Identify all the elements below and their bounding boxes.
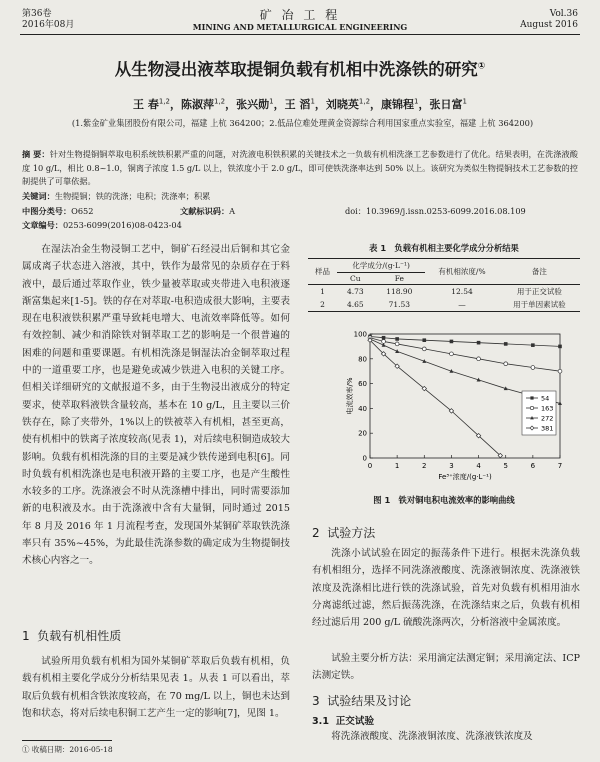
data-point	[422, 347, 426, 351]
section-2-number: 2	[312, 526, 320, 540]
author-affiliation-mark: 1,2	[158, 97, 170, 106]
article-number	[22, 219, 182, 231]
doc-code-value: A	[229, 206, 236, 216]
table-head-chem: 化学成分/(g·L⁻¹)	[337, 259, 425, 273]
keywords-label: 关键词：	[22, 191, 55, 201]
doi	[345, 205, 526, 217]
legend-label: 381	[541, 424, 554, 433]
data-point	[558, 345, 562, 349]
x-tick-label: 5	[503, 462, 508, 470]
section-1-paragraph: 试验所用负载有机相为国外某铜矿萃取后负载有机相，负载有机相主要化学成分分析结果见表 1。从表 1 可以看出，萃取后负载有机相含铁浓度较高，在 70 mg/L 以上，铜也未达到饱和状态，将对后续电积铜工艺产生一定的影响[7]，见图 1。	[22, 656, 290, 719]
x-tick-label: 7	[557, 462, 563, 470]
author-affiliation-mark: 1	[462, 97, 467, 106]
header-rule	[20, 34, 580, 35]
header-date: 2016年08月	[22, 20, 75, 30]
table-cell-conc: 12.54	[451, 287, 473, 296]
clc	[22, 205, 93, 217]
footnote-rule	[22, 740, 112, 741]
table-head-note: 备注	[499, 259, 580, 285]
abstract	[22, 148, 578, 189]
author-separator: ，	[273, 98, 285, 111]
x-axis-label: Fe³⁺浓度/(g·L⁻¹)	[438, 473, 492, 481]
data-point	[504, 342, 508, 346]
table-cell-cu: 4.65	[346, 300, 364, 309]
section-3-1-paragraph: 将洗涤液酸度、洗涤液铜浓度、洗涤液铁浓度及	[331, 731, 533, 742]
table-head-conc: 有机相浓度/%	[425, 259, 499, 285]
section-3-1-title: 正交试验	[335, 716, 375, 727]
y-tick-label: 40	[358, 404, 367, 413]
author-separator: ，	[370, 98, 382, 111]
section-2-paragraph-2: 试验主要分析方法：采用滴定法测定铜；采用滴定法、ICP 法测定铁。	[312, 653, 580, 682]
data-point	[395, 337, 399, 341]
table-cell-note: 用于单因素试验	[513, 300, 566, 309]
legend-label: 163	[541, 404, 554, 413]
data-point	[450, 352, 454, 356]
author-separator: ，	[418, 98, 430, 111]
data-point	[531, 366, 535, 370]
table-cell-conc: —	[458, 300, 466, 309]
author-name: 陈淑萍	[180, 98, 214, 111]
article-no-value: 0253-6099(2016)08-0423-04	[62, 220, 182, 230]
table-cell-fe: 118.90	[386, 287, 413, 296]
keywords	[22, 190, 210, 202]
doc-code-label: 文献标识码：	[180, 206, 230, 216]
data-point	[531, 343, 535, 347]
table-row	[308, 285, 580, 299]
journal-title-cn: 矿 冶 工 程	[259, 8, 341, 22]
article-no-label: 文章编号：	[22, 220, 63, 230]
data-point	[395, 342, 399, 346]
journal-title-en: MINING AND METALLURGICAL ENGINEERING	[192, 22, 408, 32]
legend-label: 54	[541, 394, 550, 403]
section-3-heading	[312, 692, 411, 709]
x-tick-label: 1	[394, 462, 400, 470]
x-tick-label: 2	[422, 462, 427, 470]
section-1-title: 负载有机相性质	[37, 629, 122, 643]
author-list	[0, 96, 600, 112]
author-name: 康锦程	[381, 98, 415, 111]
affiliation: (1.紫金矿业集团股份有限公司，福建 上杭 364200；2.低品位难处理黄金资源综合利用国家重点实验室，福建 上杭 364200)	[71, 118, 534, 128]
table-cell-note: 用于正交试验	[516, 287, 562, 296]
abstract-label: 摘 要：	[22, 149, 50, 159]
table-1	[308, 258, 580, 312]
paper-title	[0, 56, 600, 80]
table-cell-cu: 4.73	[346, 287, 364, 296]
table-head-cu: Cu	[337, 273, 373, 285]
author-name: 王 春	[133, 98, 159, 111]
header-date-en: August 2016	[520, 20, 578, 30]
clc-value: O652	[71, 206, 94, 216]
table-cell-sample: 1	[320, 287, 325, 296]
section-3-1-heading	[312, 713, 374, 727]
x-tick-label: 0	[367, 462, 373, 470]
paper-title-text: 从生物浸出液萃取提铜负载有机相中洗涤铁的研究	[114, 60, 478, 79]
data-point	[504, 362, 508, 366]
x-tick-label: 4	[476, 462, 481, 470]
section-3-title: 试验结果及讨论	[327, 694, 412, 708]
intro-paragraph: 在湿法冶金生物浸铜工艺中，铜矿石经浸出后铜和其它金属成离子状态进入溶液，其中，铁作为最常见的杂质存在于料液中，最后通过萃取作业，铁少量被萃取或夹带进入电积液逐渐富集起来[1-5]。铁的存在对萃取-电积造成很大影响，主要表现在电积液铁积累严重导致耗电增大、电流效率降低等。如何有效控制、减少和消除铁对铜萃取工艺的影响是一个很普遍的困难的问题和重要课题。有机相洗涤是铜湿法冶金铜萃取过程中的一道重要工序，也是避免或减少铁进入电积的关键工序。但相关详细研究的文献报道不多，由于生物浸出液成分的特定要求，使萃取料液铁含量较高，基本在 10 g/L，且主要以三价铁存在，除了夹带外，1%以上的铁被萃入有机相，甚至更高，使有机相中的铁离子浓度较高(见表 1)，对后续电积铜造成较大影响。负载有机相洗涤的目的主要是减少铁传递到电积[6]。同时负载有机相洗涤也是电积液开路的主要工序，也是产生酸性水较多的工序。洗涤液会不时从洗涤槽中排出，同时需要添加新的电积液及水。由于洗涤液中含有大量铜，同时通过 2015 年 8 月及 2016 年 1 月流程考查，发现国外某铜矿萃取铁洗涤率只有 35%~45%，为此最佳洗涤参数的确定成为生物提铜技术核心内容之一。	[22, 244, 290, 567]
author-separator: ，	[314, 98, 326, 111]
author-affiliation-mark: 1,2	[213, 97, 226, 106]
title-footnote-mark: ①	[477, 61, 486, 72]
data-point	[382, 340, 386, 344]
table-body	[308, 285, 580, 312]
legend-marker	[530, 406, 533, 409]
author-name: 张兴勋	[236, 98, 270, 111]
data-point	[477, 341, 481, 345]
data-point	[422, 338, 426, 342]
footnote: ① 收稿日期：2016-05-18	[22, 745, 113, 754]
x-tick-label: 3	[449, 462, 454, 470]
section-3-1-number: 3.1	[312, 716, 329, 727]
data-point	[450, 340, 454, 344]
author-name: 刘晓英	[325, 98, 359, 111]
abstract-text: 针对生物提铜铜萃取电积系统铁积累严重的问题，对洗液电积铁积累的关键技术之一负载有机相洗涤工艺参数进行了优化。结果表明，在洗涤液酸度 10 g/L，相比 0.8~1.0，铜离子浓度 1.5 g/L 以上，铁浓度小于 2.0 g/L，即可使铁洗涤率达到 50% 以上。该研究为类似生物提铜技术工艺参数的控制提供了可靠依据。	[22, 149, 578, 186]
section-3-number: 3	[312, 694, 320, 708]
table-cell-sample: 2	[320, 300, 325, 309]
table-head-sample: 样品	[308, 259, 337, 285]
clc-label: 中图分类号：	[22, 206, 72, 216]
author-affiliation-mark: 1	[269, 97, 274, 106]
section-1-heading	[22, 627, 121, 644]
table-cell-fe: 71.53	[388, 300, 411, 309]
y-tick-label: 20	[358, 429, 367, 438]
legend-label: 272	[541, 414, 554, 423]
x-tick-label: 6	[530, 462, 536, 470]
table-head-fe: Fe	[373, 273, 425, 285]
y-tick-label: 80	[358, 355, 367, 364]
data-point	[477, 357, 481, 361]
author-affiliation-mark: 1	[414, 97, 419, 106]
doi-label: doi：	[345, 206, 366, 216]
section-1-number: 1	[22, 629, 30, 643]
author-affiliation-mark: 1,2	[358, 97, 371, 106]
section-2-heading	[312, 524, 375, 541]
author-name: 张日富	[429, 98, 463, 111]
y-tick-label: 0	[362, 454, 367, 463]
author-separator: ，	[169, 98, 181, 111]
header-vol: 第36卷	[22, 9, 52, 19]
author-separator: ，	[225, 98, 237, 111]
data-point	[558, 369, 562, 373]
section-2-paragraph-1: 洗涤小试试验在固定的振荡条件下进行。根据未洗涤负载有机相组分，选择不同洗涤液酸度、洗涤液铜浓度、洗涤液铁浓度及洗涤相比进行铁的洗涤试验，首先对负载有机相用油水分离滤纸过滤，然后振荡洗涤，在洗涤结束之后，负载有机相经过滤后用 200 g/L 硫酸洗涤两次，分析溶液中金属浓度。	[312, 548, 580, 629]
series-line	[370, 340, 500, 455]
table-row	[308, 298, 580, 312]
y-tick-label: 100	[353, 330, 367, 339]
doc-code	[180, 205, 235, 217]
author-name: 王 滔	[284, 98, 311, 111]
section-2-title: 试验方法	[327, 526, 376, 540]
table-1-caption: 表 1 负载有机相主要化学成分分析结果	[369, 243, 519, 253]
y-tick-label: 60	[358, 380, 367, 389]
doi-value: 10.3969/j.issn.0253-6099.2016.08.109	[365, 206, 526, 216]
data-point	[382, 336, 386, 340]
header-vol-en: Vol.36	[549, 9, 578, 19]
keywords-text: 生物提铜；铁的洗涤；电积；洗涤率；积累	[54, 191, 211, 201]
figure-1-chart	[310, 326, 580, 486]
legend-marker	[530, 396, 533, 399]
author-affiliation-mark: 1	[310, 97, 315, 106]
figure-1-caption: 图 1 铁对铜电积电流效率的影响曲线	[373, 495, 515, 505]
y-axis-label: 电流效率/%	[346, 377, 354, 415]
